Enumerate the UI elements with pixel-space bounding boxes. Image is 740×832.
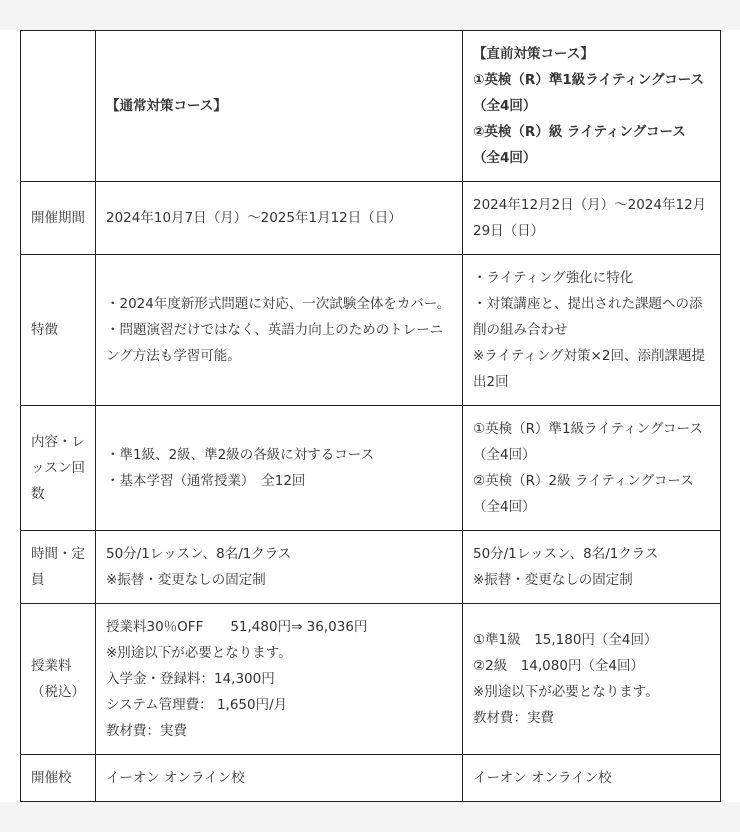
cell-text: ※振替・変更なしの固定制 [106, 572, 266, 588]
cell-text: 授業料30％OFF 51,480円⇒ 36,036円 [106, 619, 368, 635]
regular-cell [96, 755, 463, 802]
row-label: 開催校 [21, 755, 96, 802]
intensive-course-title: 【直前対策コース】 [473, 46, 594, 62]
table-header-row [21, 31, 721, 182]
row-label: 時間・定員 [21, 531, 96, 604]
cell-text: 2024年12月2日（月）～2024年12月29日（日） [473, 197, 707, 239]
cell-text: イーオン オンライン校 [106, 770, 245, 786]
row-label: 内容・レッスン回数 [21, 406, 96, 531]
cell-text: ・対策講座と、提出された課題への添削の組み合わせ [473, 296, 703, 338]
regular-cell [96, 604, 463, 755]
header-intensive-course [463, 31, 721, 182]
regular-cell [96, 531, 463, 604]
cell-text: ・ライティング強化に特化 [473, 270, 634, 286]
table-row-period [21, 182, 721, 255]
intensive-cell [463, 755, 721, 802]
intensive-cell [463, 406, 721, 531]
regular-cell [96, 406, 463, 531]
regular-cell [96, 182, 463, 255]
regular-cell [96, 255, 463, 406]
cell-text: ※ライティング対策×2回、添削課題提出2回 [473, 348, 705, 390]
header-regular-course [96, 31, 463, 182]
cell-text: ※別途以下が必要となります。 [473, 684, 659, 700]
cell-text: 教材費：実費 [106, 723, 187, 739]
cell-text: ・2024年度新形式問題に対応、一次試験全体をカバー。 [106, 296, 451, 312]
table-row-content [21, 406, 721, 531]
cell-text: ②2級 14,080円（全4回） [473, 658, 645, 674]
cell-text: ※別途以下が必要となります。 [106, 645, 292, 661]
table-row-time [21, 531, 721, 604]
intensive-cell [463, 604, 721, 755]
cell-text: イーオン オンライン校 [473, 770, 612, 786]
row-label: 授業料（税込） [21, 604, 96, 755]
cell-text: システム管理費： 1,650円/月 [106, 697, 288, 713]
cell-text: 2024年10月7日（月）～2025年1月12日（日） [106, 210, 402, 226]
intensive-cell [463, 255, 721, 406]
cell-text: ・問題演習だけではなく、英語力向上のためのトレーニング方法も学習可能。 [106, 322, 444, 364]
cell-text: 入学金・登録料：14,300円 [106, 671, 275, 687]
course-comparison-table [20, 30, 721, 802]
row-label: 開催期間 [21, 182, 96, 255]
regular-course-title: 【通常対策コース】 [106, 98, 227, 114]
row-label: 特徴 [21, 255, 96, 406]
intensive-course-item: ①英検（R）準1級ライティングコース（全4回） [473, 72, 705, 114]
intensive-course-item: ②英検（R）級 ライティングコース（全4回） [473, 124, 686, 166]
intensive-cell [463, 531, 721, 604]
cell-text: ・準1級、2級、準2級の各級に対するコース [106, 447, 375, 463]
cell-text: 50分/1レッスン、8名/1クラス [106, 546, 292, 562]
header-empty-cell [21, 31, 96, 182]
cell-text: ①英検（R）準1級ライティングコース（全4回） [473, 421, 703, 463]
table-row-school [21, 755, 721, 802]
table-row-features [21, 255, 721, 406]
table-row-fee [21, 604, 721, 755]
cell-text: 教材費：実費 [473, 710, 554, 726]
content-area [0, 30, 740, 802]
cell-text: ・基本学習（通常授業） 全12回 [106, 473, 306, 489]
intensive-cell [463, 182, 721, 255]
cell-text: 50分/1レッスン、8名/1クラス [473, 546, 659, 562]
cell-text: ※振替・変更なしの固定制 [473, 572, 633, 588]
cell-text: ②英検（R）2級 ライティングコース（全4回） [473, 473, 694, 515]
cell-text: ①準1級 15,180円（全4回） [473, 632, 658, 648]
